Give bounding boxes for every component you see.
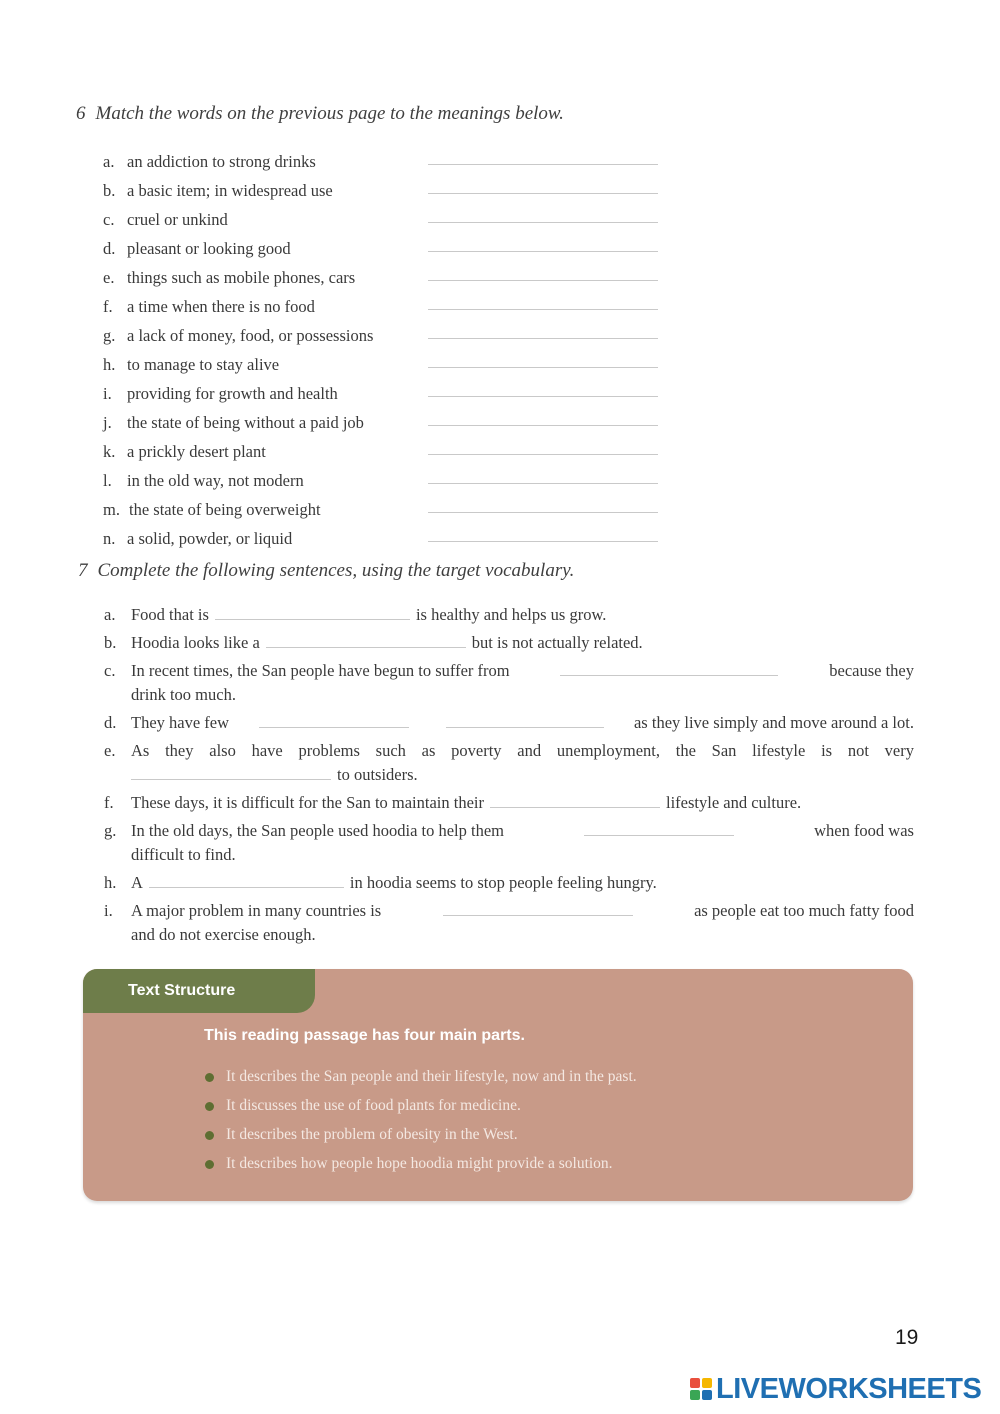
match-item (103, 350, 663, 379)
brand-name: LIVEWORKSHEETS (716, 1372, 982, 1405)
item-meaning: the state of being without a paid job (127, 413, 364, 432)
item-letter: n. (103, 529, 116, 548)
sentence-item (104, 819, 914, 867)
text-structure-title: Text Structure (83, 969, 315, 1013)
sentence-text: As they also have problems such as poverty and unemployment, the San lifestyle is not very (131, 741, 914, 760)
match-item (103, 379, 663, 408)
answer-blank[interactable] (428, 541, 658, 542)
item-letter: b. (104, 633, 117, 652)
sentence-item (104, 791, 914, 815)
answer-blank[interactable] (428, 251, 658, 252)
exercise-7-heading (78, 560, 574, 582)
item-letter: a. (103, 152, 115, 171)
answer-blank[interactable] (428, 512, 658, 513)
answer-blank[interactable] (428, 483, 658, 484)
match-item (103, 147, 663, 176)
bullet-item: It describes the problem of obesity in the West. (204, 1123, 637, 1152)
exercise-number: 7 (78, 560, 88, 581)
match-item (103, 321, 663, 350)
bullet-item: It describes how people hope hoodia might provide a solution. (204, 1152, 637, 1181)
sentence-item (104, 871, 914, 895)
item-meaning: an addiction to strong drinks (127, 152, 316, 171)
exercise-6-heading (76, 103, 564, 125)
item-letter: e. (104, 741, 116, 760)
item-meaning: in the old way, not modern (127, 471, 304, 490)
item-letter: i. (104, 901, 113, 920)
sentence-text: Hoodia looks like a (131, 633, 260, 652)
sentence-text: These days, it is difficult for the San to maintain their (131, 793, 484, 812)
sentence-text: in hoodia seems to stop people feeling hungry. (349, 873, 657, 892)
item-letter: e. (103, 268, 115, 287)
item-letter: j. (103, 413, 112, 432)
sentence-text: but is not actually related. (471, 633, 643, 652)
sentence-text: because they (829, 661, 914, 680)
text-structure-lead: This reading passage has four main parts. (204, 1027, 525, 1044)
item-meaning: providing for growth and health (127, 384, 338, 403)
match-item (103, 263, 663, 292)
sentence-continuation: difficult to find. (131, 845, 236, 864)
sentence-text: to outsiders. (337, 765, 418, 784)
item-letter: i. (103, 384, 112, 403)
text-structure-bullets (204, 1065, 637, 1181)
match-item (103, 524, 663, 553)
sentence-item (104, 659, 914, 707)
liveworksheets-icon (690, 1378, 712, 1400)
item-meaning: things such as mobile phones, cars (127, 268, 356, 287)
match-item (103, 205, 663, 234)
answer-blank[interactable] (428, 222, 658, 223)
sentence-continuation: and do not exercise enough. (131, 925, 316, 944)
answer-blank[interactable] (428, 309, 658, 310)
item-letter: c. (104, 661, 116, 680)
sentence-item (104, 739, 914, 787)
item-letter: k. (103, 442, 116, 461)
item-letter: f. (103, 297, 113, 316)
match-item (103, 292, 663, 321)
answer-blank[interactable] (490, 793, 660, 808)
item-meaning: to manage to stay alive (127, 355, 280, 374)
sentence-text: when food was (814, 821, 914, 840)
answer-blank[interactable] (428, 454, 658, 455)
match-item (103, 466, 663, 495)
bullet-item: It describes the San people and their lifestyle, now and in the past. (204, 1065, 637, 1094)
match-item (103, 495, 663, 524)
match-item (103, 408, 663, 437)
matching-list (103, 147, 663, 553)
answer-blank[interactable] (259, 713, 409, 728)
sentence-text: They have few (131, 713, 230, 732)
answer-blank[interactable] (428, 338, 658, 339)
item-letter: l. (103, 471, 112, 490)
bullet-item: It discusses the use of food plants for medicine. (204, 1094, 637, 1123)
answer-blank[interactable] (560, 661, 778, 676)
sentence-text: A (131, 873, 143, 892)
sentence-text: Food that is (131, 605, 209, 624)
answer-blank[interactable] (584, 821, 734, 836)
sentence-text: In the old days, the San people used hoodia to help them (131, 821, 505, 840)
answer-blank[interactable] (428, 193, 658, 194)
item-meaning: a prickly desert plant (127, 442, 266, 461)
sentence-text: as they live simply and move around a lot. (633, 713, 914, 732)
item-letter: d. (103, 239, 116, 258)
sentence-item (104, 899, 914, 947)
exercise-instruction: Match the words on the previous page to the meanings below. (95, 103, 564, 124)
item-meaning: a solid, powder, or liquid (127, 529, 293, 548)
item-letter: m. (103, 500, 120, 519)
sentence-item (104, 603, 914, 627)
sentence-continuation: drink too much. (131, 685, 236, 704)
answer-blank[interactable] (215, 605, 410, 620)
answer-blank[interactable] (428, 367, 658, 368)
item-meaning: cruel or unkind (127, 210, 228, 229)
item-meaning: pleasant or looking good (127, 239, 291, 258)
item-letter: d. (104, 713, 117, 732)
item-letter: b. (103, 181, 116, 200)
exercise-instruction: Complete the following sentences, using the target vocabulary. (97, 560, 575, 581)
sentence-text: is healthy and helps us grow. (415, 605, 607, 624)
sentence-item (104, 631, 914, 655)
sentence-text: lifestyle and culture. (666, 793, 802, 812)
sentence-item (104, 711, 914, 735)
sentence-text: A major problem in many countries is (131, 901, 382, 920)
sentence-list (104, 603, 914, 951)
match-item (103, 437, 663, 466)
exercise-number: 6 (76, 103, 86, 124)
item-meaning: a lack of money, food, or possessions (127, 326, 374, 345)
item-meaning: a basic item; in widespread use (127, 181, 333, 200)
item-letter: f. (104, 793, 114, 812)
page-number: 19 (895, 1326, 919, 1349)
answer-blank[interactable] (131, 765, 331, 780)
answer-blank[interactable] (446, 713, 604, 728)
answer-blank[interactable] (428, 425, 658, 426)
item-letter: a. (104, 605, 116, 624)
item-letter: g. (104, 821, 117, 840)
sentence-text: as people eat too much fatty food (694, 901, 914, 920)
item-meaning: the state of being overweight (129, 500, 321, 519)
answer-blank[interactable] (428, 396, 658, 397)
match-item (103, 234, 663, 263)
liveworksheets-logo[interactable] (690, 1374, 981, 1404)
item-letter: c. (103, 210, 115, 229)
item-letter: g. (103, 326, 116, 345)
answer-blank[interactable] (443, 901, 633, 916)
answer-blank[interactable] (428, 164, 658, 165)
item-letter: h. (104, 873, 117, 892)
answer-blank[interactable] (149, 873, 344, 888)
item-meaning: a time when there is no food (127, 297, 315, 316)
answer-blank[interactable] (266, 633, 466, 648)
answer-blank[interactable] (428, 280, 658, 281)
item-letter: h. (103, 355, 116, 374)
sentence-text: In recent times, the San people have begun to suffer from (131, 661, 510, 680)
match-item (103, 176, 663, 205)
